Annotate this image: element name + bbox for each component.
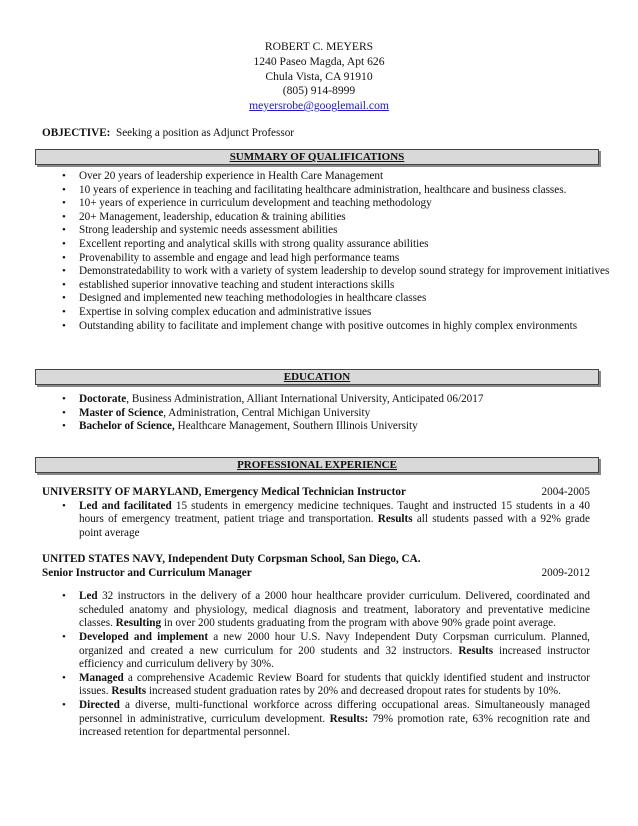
experience-heading-bar — [35, 457, 599, 473]
bullet-lead: Directed — [79, 698, 120, 711]
bullet-text: 79% promotion rate, 63% recognition rate and increased retention for departmental personnel. — [79, 712, 591, 739]
bullet-text: in over 200 students graduating from the program with above 90% grade point average. — [161, 617, 556, 630]
bullet-text: a diverse, multi-functional workforce across differing occupational areas. Simultaneously managed personnel in administrative, curriculum development. — [79, 698, 590, 725]
bullet-text: increased instructor efficiency and curriculum delivery by 30%. — [79, 644, 590, 671]
summary-item: • 10+ years of experience in curriculum development and teaching methodology — [42, 197, 638, 211]
degree-name: Master of Science — [79, 406, 164, 419]
bullet-text: 15 students in emergency medicine techniques. Taught and instructed 15 students in a 40 hours of emergency treatment, patient triage and transportation. — [79, 499, 590, 526]
summary-item: • 10 years of experience in teaching and facilitating healthcare administration, healthcare and business classes. — [42, 184, 638, 198]
job-title: UNITED STATES NAVY, Independent Duty Corpsman School, San Diego, CA. — [42, 553, 421, 565]
summary-item: • Over 20 years of leadership experience in Health Care Management — [42, 170, 638, 184]
job-entry-navy — [42, 553, 590, 740]
bullet-result-label: Results — [458, 644, 494, 657]
job-dates: 2009-2012 — [541, 566, 590, 579]
objective-text: Seeking a position as Adjunct Professor — [115, 127, 295, 139]
summary-item: • Outstanding ability to facilitate and implement change with positive outcomes in highly complex environments — [42, 320, 638, 334]
summary-item: • Expertise in solving complex education and administrative issues — [42, 306, 638, 320]
job-bullet — [42, 631, 590, 672]
bullet-text: 32 instructors in the delivery of a 2000 hour healthcare provider curriculum. Delivered, coordinated and scheduled anatomy and physiology, medical diagnosis and treatment, laboratory and preventative medicine classes. — [79, 590, 590, 630]
education-item — [42, 420, 638, 434]
degree-details: , Administration, Central Michigan University — [163, 406, 371, 419]
bullet-text: increased student graduation rates by 20% and decreased dropout rates for students by 10%. — [146, 685, 561, 698]
bullet-text: a comprehensive Academic Review Board for students that quickly identified student and instructor issues. — [79, 671, 590, 698]
bullet-result-label: Resulting — [115, 617, 162, 630]
job-bullet — [42, 672, 590, 699]
bullet-result-label: Results: — [329, 712, 369, 725]
education-heading: EDUCATION — [283, 371, 351, 383]
degree-details: Healthcare Management, Southern Illinois University — [174, 420, 418, 433]
job-bullet — [42, 590, 590, 631]
summary-heading-bar — [35, 149, 599, 165]
job-bullets — [42, 590, 590, 740]
objective-label: OBJECTIVE: — [42, 127, 111, 139]
job-subtitle: Senior Instructor and Curriculum Manager — [42, 566, 252, 579]
summary-item: • Excellent reporting and analytical skills with strong quality assurance abilities — [42, 238, 638, 252]
education-item — [42, 407, 638, 421]
job-bullets — [42, 500, 590, 541]
bullet-lead: Managed — [79, 671, 124, 684]
address-line-2: Chula Vista, CA 91910 — [265, 69, 373, 83]
summary-item: • Demonstratedability to work with a variety of system leadership to develop sound strategy for improvement initiatives — [42, 265, 638, 279]
bullet-lead: Led and facilitated — [79, 499, 172, 512]
bullet-text: a new 2000 hour U.S. Navy Independent Duty Corpsman curriculum. Planned, organized and created a new curriculum for 200 students and 32 instructors. — [79, 630, 590, 657]
address-line-1: 1240 Paseo Magda, Apt 626 — [253, 54, 385, 68]
bullet-result-label: Results — [377, 513, 413, 526]
education-heading-bar — [35, 369, 599, 385]
job-dates: 2004-2005 — [541, 486, 590, 498]
education-item — [42, 393, 638, 407]
applicant-name: ROBERT C. MEYERS — [264, 40, 374, 53]
objective-line — [42, 127, 294, 141]
summary-item: • Provenability to assemble and engage and lead high performance teams — [42, 252, 638, 266]
summary-item: • Strong leadership and systemic needs assessment abilities — [42, 224, 638, 238]
job-bullet — [42, 699, 590, 740]
summary-item: • established superior innovative teaching and student interactions skills — [42, 279, 638, 293]
degree-details: , Business Administration, Alliant International University, Anticipated 06/2017 — [126, 393, 484, 405]
job-entry-maryland — [42, 486, 590, 540]
summary-item: • 20+ Management, leadership, education & training abilities — [42, 211, 638, 225]
bullet-text: all students passed with a 92% grade point average — [79, 513, 590, 539]
summary-heading: SUMMARY OF QUALIFICATIONS — [229, 151, 405, 163]
experience-heading: PROFESSIONAL EXPERIENCE — [237, 459, 397, 471]
phone-number: (805) 914-8999 — [282, 84, 356, 98]
education-list — [42, 393, 638, 434]
job-bullet — [42, 500, 590, 541]
bullet-result-label: Results — [111, 685, 147, 698]
summary-list — [42, 170, 638, 333]
contact-header — [0, 40, 638, 114]
bullet-lead: Developed and implement — [79, 630, 209, 643]
degree-name: Doctorate — [79, 393, 127, 405]
job-title: UNIVERSITY OF MARYLAND, Emergency Medical Technician Instructor — [42, 486, 406, 498]
summary-item: • Designed and implemented new teaching methodologies in healthcare classes — [42, 292, 638, 306]
email-link[interactable]: meyersrobe@googlemail.com — [249, 99, 389, 113]
bullet-lead: Led — [79, 590, 98, 603]
degree-name: Bachelor of Science, — [79, 420, 175, 433]
